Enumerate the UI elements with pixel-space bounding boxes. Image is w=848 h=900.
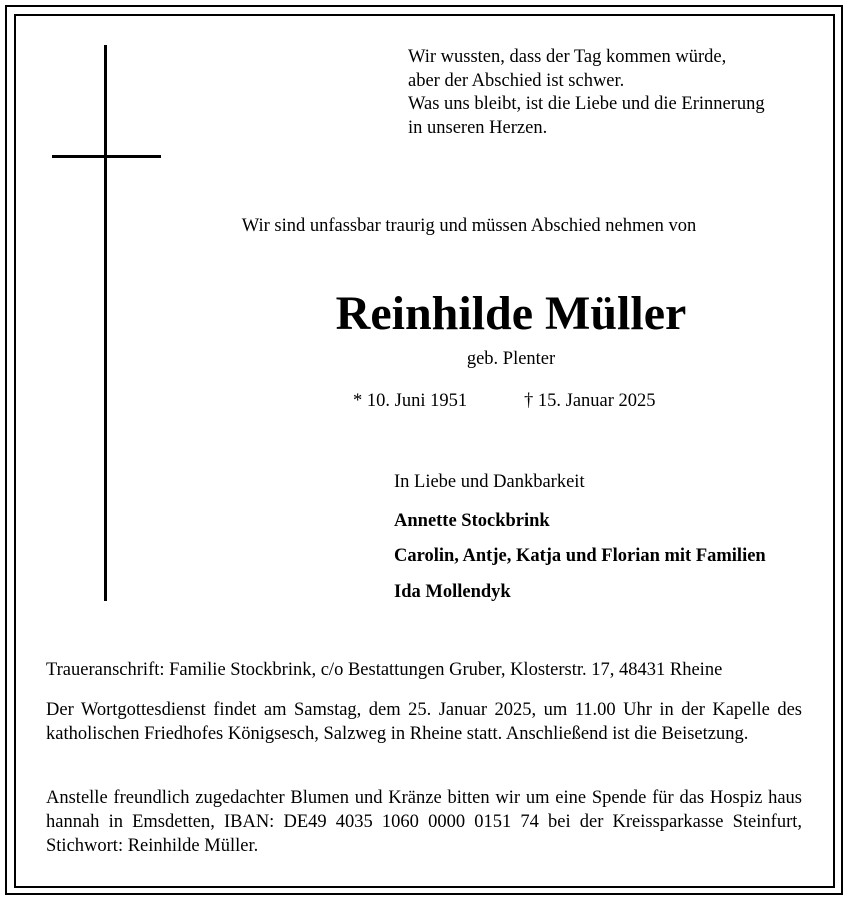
memorial-poem	[408, 46, 828, 140]
poem-line: Wir wussten, dass der Tag kommen würde,	[408, 47, 727, 67]
deceased-name: Reinhilde Müller	[335, 287, 687, 340]
inner-frame	[14, 14, 835, 888]
donation-notice: Anstelle freundlich zugedachter Blumen und Kränze bitten wir um eine Spende für das Hospiz haus hannah in Emsdetten, IBAN: DE49 4035 1060 0000 0151 74 bei der Kreissparkasse Steinfurt, Stichwort: Reinhilde Müller.	[46, 788, 802, 856]
cross-icon-beam	[52, 155, 161, 158]
farewell-intro: Wir sind unfassbar traurig und müssen Abschied nehmen von	[241, 216, 697, 236]
death-date: † 15. Januar 2025	[524, 391, 656, 411]
mourning-address: Traueranschrift: Familie Stockbrink, c/o Bestattungen Gruber, Klosterstr. 17, 48431 Rheine	[46, 660, 723, 680]
service-notice: Der Wortgottesdienst findet am Samstag, dem 25. Januar 2025, um 11.00 Uhr in der Kapelle des katholischen Friedhofes Königsesch, Salzweg in Rheine statt. Anschließend ist die Beisetzung.	[46, 700, 802, 744]
mourner-name: Carolin, Antje, Katja und Florian mit Familien	[394, 546, 766, 566]
poem-line: in unseren Herzen.	[408, 117, 548, 138]
mourner-name: Annette Stockbrink	[394, 511, 550, 531]
poem-line: Was uns bleibt, ist die Liebe und die Erinnerung	[408, 94, 765, 114]
mourners-heading: In Liebe und Dankbarkeit	[394, 472, 585, 492]
birth-date: * 10. Juni 1951	[353, 391, 468, 411]
mourner-name: Ida Mollendyk	[394, 582, 511, 602]
poem-line: aber der Abschied ist schwer.	[408, 70, 625, 91]
maiden-name: geb. Plenter	[466, 349, 556, 369]
